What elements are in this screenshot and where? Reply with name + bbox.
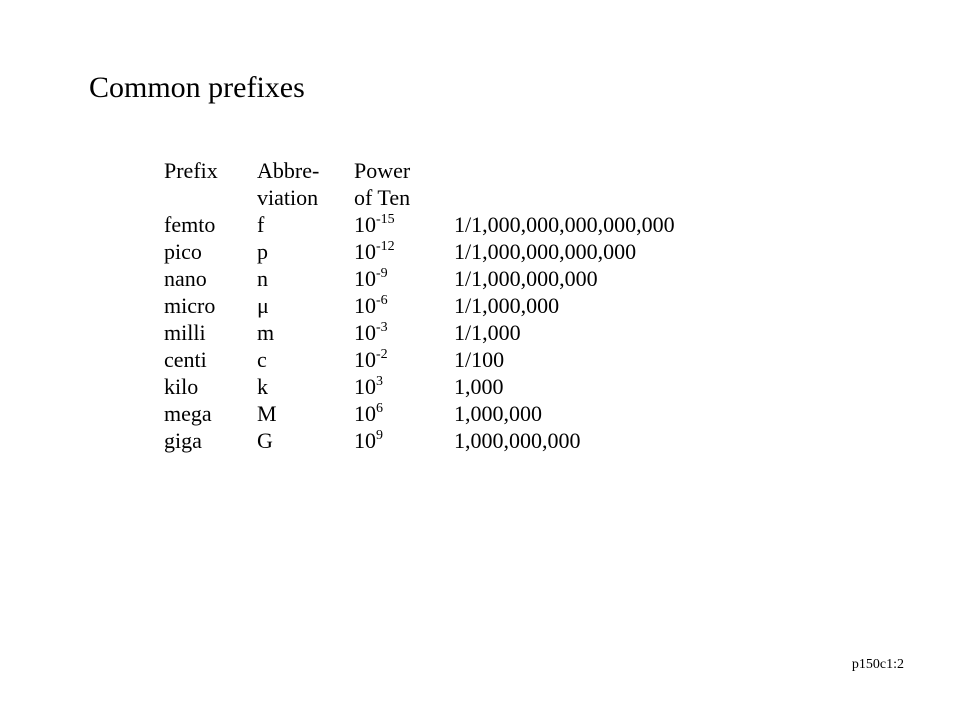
power-exponent: -15	[376, 212, 395, 227]
power-base: 10	[354, 293, 376, 318]
prefix-value: 1/1,000,000	[454, 293, 560, 318]
power-exponent: -3	[376, 320, 388, 335]
prefix-name: femto	[164, 212, 216, 237]
prefix-value: 1/1,000,000,000,000,000	[454, 212, 675, 237]
power-base: 10	[354, 428, 376, 453]
prefix-value: 1,000	[454, 374, 504, 399]
prefix-abbreviation: M	[257, 401, 277, 426]
power-exponent: 9	[376, 428, 383, 443]
power-of-ten	[354, 400, 383, 427]
prefix-name: pico	[164, 239, 202, 264]
prefix-value: 1,000,000	[454, 401, 542, 426]
power-base: 10	[354, 347, 376, 372]
prefix-value: 1/1,000,000,000,000	[454, 239, 637, 264]
prefix-name: kilo	[164, 374, 199, 399]
prefix-value: 1/100	[454, 347, 505, 372]
power-exponent: -9	[376, 266, 388, 281]
header-power: Power	[354, 158, 411, 183]
prefix-abbreviation: p	[257, 239, 268, 264]
prefix-name: milli	[164, 320, 206, 345]
header-abbreviation: viation	[257, 185, 319, 210]
power-of-ten	[354, 292, 388, 319]
prefix-name: micro	[164, 293, 216, 318]
prefix-name: giga	[164, 428, 202, 453]
header-power: of Ten	[354, 185, 411, 210]
power-base: 10	[354, 374, 376, 399]
prefix-name: mega	[164, 401, 212, 426]
power-of-ten	[354, 238, 395, 265]
slide-title: Common prefixes	[89, 71, 305, 104]
prefix-abbreviation: G	[257, 428, 273, 453]
power-exponent: -12	[376, 239, 395, 254]
prefix-value: 1/1,000,000,000	[454, 266, 598, 291]
power-exponent: -6	[376, 293, 388, 308]
prefix-abbreviation: μ	[257, 293, 269, 318]
slide-footer: p150c1:2	[851, 657, 904, 672]
header-prefix: Prefix	[164, 158, 218, 183]
power-base: 10	[354, 320, 376, 345]
power-base: 10	[354, 401, 376, 426]
prefix-abbreviation: k	[257, 374, 268, 399]
power-base: 10	[354, 266, 376, 291]
power-of-ten	[354, 319, 388, 346]
prefix-abbreviation: c	[257, 347, 267, 372]
prefix-abbreviation: m	[257, 320, 275, 345]
power-base: 10	[354, 239, 376, 264]
power-of-ten	[354, 373, 383, 400]
prefix-name: centi	[164, 347, 207, 372]
power-exponent: 3	[376, 374, 383, 389]
prefix-value: 1,000,000,000	[454, 428, 581, 453]
prefix-value: 1/1,000	[454, 320, 521, 345]
prefix-abbreviation: n	[257, 266, 268, 291]
header-abbreviation: Abbre-	[257, 158, 320, 183]
prefix-abbreviation: f	[257, 212, 265, 237]
power-base: 10	[354, 212, 376, 237]
power-of-ten	[354, 265, 388, 292]
prefix-name: nano	[164, 266, 207, 291]
power-of-ten	[354, 427, 383, 454]
power-exponent: 6	[376, 401, 383, 416]
power-exponent: -2	[376, 347, 388, 362]
power-of-ten	[354, 346, 388, 373]
power-of-ten	[354, 211, 395, 238]
